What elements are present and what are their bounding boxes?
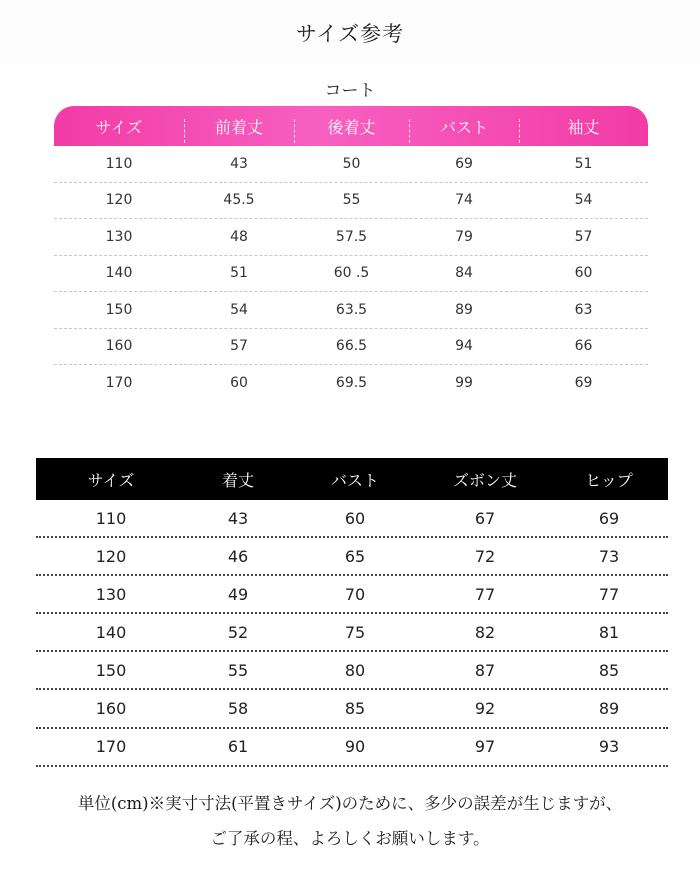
table-cell: 52: [227, 622, 249, 642]
table-cell: 99: [455, 374, 473, 391]
table-cell: 81: [598, 622, 620, 642]
table-row: [36, 690, 668, 728]
table-row: [36, 500, 668, 538]
set-table-header: [36, 458, 668, 500]
table-cell: 170: [105, 374, 133, 391]
table-cell: 60: [230, 374, 248, 391]
table-cell: 69: [598, 508, 620, 528]
table-cell: 73: [598, 546, 620, 566]
set-table-body: [36, 500, 668, 767]
table-cell: 54: [230, 301, 248, 318]
table-row: [54, 329, 648, 366]
table-cell: 58: [227, 699, 249, 719]
table-cell: 120: [95, 546, 127, 566]
table-row: [36, 729, 668, 767]
table-cell: 63.5: [335, 301, 368, 318]
coat-table-title: コート: [324, 81, 376, 101]
table-cell: 50: [342, 155, 361, 172]
table-cell: 90: [344, 737, 366, 757]
table-cell: 130: [105, 228, 133, 245]
table-cell: 160: [105, 338, 133, 355]
table-cell: 79: [455, 228, 473, 245]
table-cell: 93: [598, 737, 620, 757]
acknowledgement-note: ご了承の程、よろしくお願いします。: [210, 829, 490, 848]
table-cell: 49: [227, 584, 249, 604]
table-row: [54, 183, 648, 220]
table-cell: 94: [455, 338, 473, 355]
header-pants-length: ズボン丈: [452, 470, 517, 490]
table-cell: 63: [574, 301, 593, 318]
table-cell: 43: [227, 508, 249, 528]
table-cell: 80: [344, 660, 366, 680]
table-cell: 82: [474, 622, 496, 642]
header-hip: ヒップ: [585, 470, 633, 490]
table-cell: 51: [230, 265, 248, 282]
table-cell: 60: [344, 508, 366, 528]
coat-size-table: [54, 106, 648, 401]
table-cell: 120: [105, 192, 133, 209]
table-cell: 45.5: [223, 192, 255, 209]
table-cell: 130: [95, 584, 127, 604]
table-cell: 57: [574, 228, 593, 245]
table-cell: 55: [227, 660, 249, 680]
table-cell: 70: [344, 584, 366, 604]
table-cell: 97: [474, 737, 496, 757]
header-back-length: 後着丈: [294, 115, 409, 138]
table-row: [36, 652, 668, 690]
table-cell: 55: [342, 192, 361, 209]
table-row: [54, 219, 648, 256]
table-cell: 69: [455, 155, 473, 172]
table-cell: 57.5: [335, 228, 368, 245]
coat-table-body: [54, 146, 648, 401]
table-cell: 75: [344, 622, 366, 642]
table-cell: 69: [574, 374, 593, 391]
coat-table-header: [54, 106, 648, 146]
table-cell: 74: [455, 192, 473, 209]
table-cell: 110: [95, 508, 127, 528]
table-cell: 140: [105, 265, 133, 282]
table-cell: 160: [95, 699, 127, 719]
table-cell: 46: [227, 546, 249, 566]
table-cell: 140: [95, 622, 127, 642]
table-cell: 67: [474, 508, 496, 528]
table-cell: 72: [474, 546, 496, 566]
table-cell: 85: [344, 699, 366, 719]
table-cell: 92: [474, 699, 496, 719]
table-cell: 87: [474, 660, 496, 680]
table-cell: 54: [574, 192, 593, 209]
measurement-note: 単位(cm)※実寸寸法(平置きサイズ)のために、多少の誤差が生じますが、: [77, 794, 623, 813]
table-cell: 48: [230, 228, 248, 245]
table-cell: 57: [230, 338, 248, 355]
table-row: [54, 256, 648, 293]
header-length: 着丈: [221, 470, 254, 490]
header-size: サイズ: [87, 470, 135, 490]
table-cell: 65: [344, 546, 366, 566]
table-cell: 66.5: [335, 338, 368, 355]
table-cell: 69.5: [335, 374, 368, 391]
table-cell: 60 .5: [333, 265, 370, 282]
table-cell: 60: [574, 265, 593, 282]
header-sleeve-length: 袖丈: [519, 115, 648, 138]
table-cell: 85: [598, 660, 620, 680]
table-row: [36, 576, 668, 614]
table-cell: 61: [227, 737, 249, 757]
table-cell: 66: [574, 338, 593, 355]
table-cell: 77: [598, 584, 620, 604]
table-cell: 51: [574, 155, 593, 172]
table-cell: 150: [95, 660, 127, 680]
table-row: [54, 365, 648, 401]
header-front-length: 前着丈: [184, 115, 294, 138]
set-size-table: [36, 458, 668, 767]
table-cell: 84: [455, 265, 473, 282]
header-bust: バスト: [330, 470, 379, 490]
table-row: [54, 292, 648, 329]
table-row: [36, 614, 668, 652]
header-size: サイズ: [95, 117, 143, 137]
table-cell: 89: [598, 699, 620, 719]
table-cell: 43: [230, 155, 248, 172]
page-title: サイズ参考: [295, 22, 405, 46]
table-cell: 170: [95, 737, 127, 757]
table-cell: 89: [455, 301, 473, 318]
table-row: [36, 538, 668, 576]
table-row: [54, 146, 648, 183]
table-cell: 150: [105, 301, 133, 318]
table-cell: 77: [474, 584, 496, 604]
header-bust: バスト: [409, 115, 519, 138]
table-cell: 110: [105, 155, 133, 172]
